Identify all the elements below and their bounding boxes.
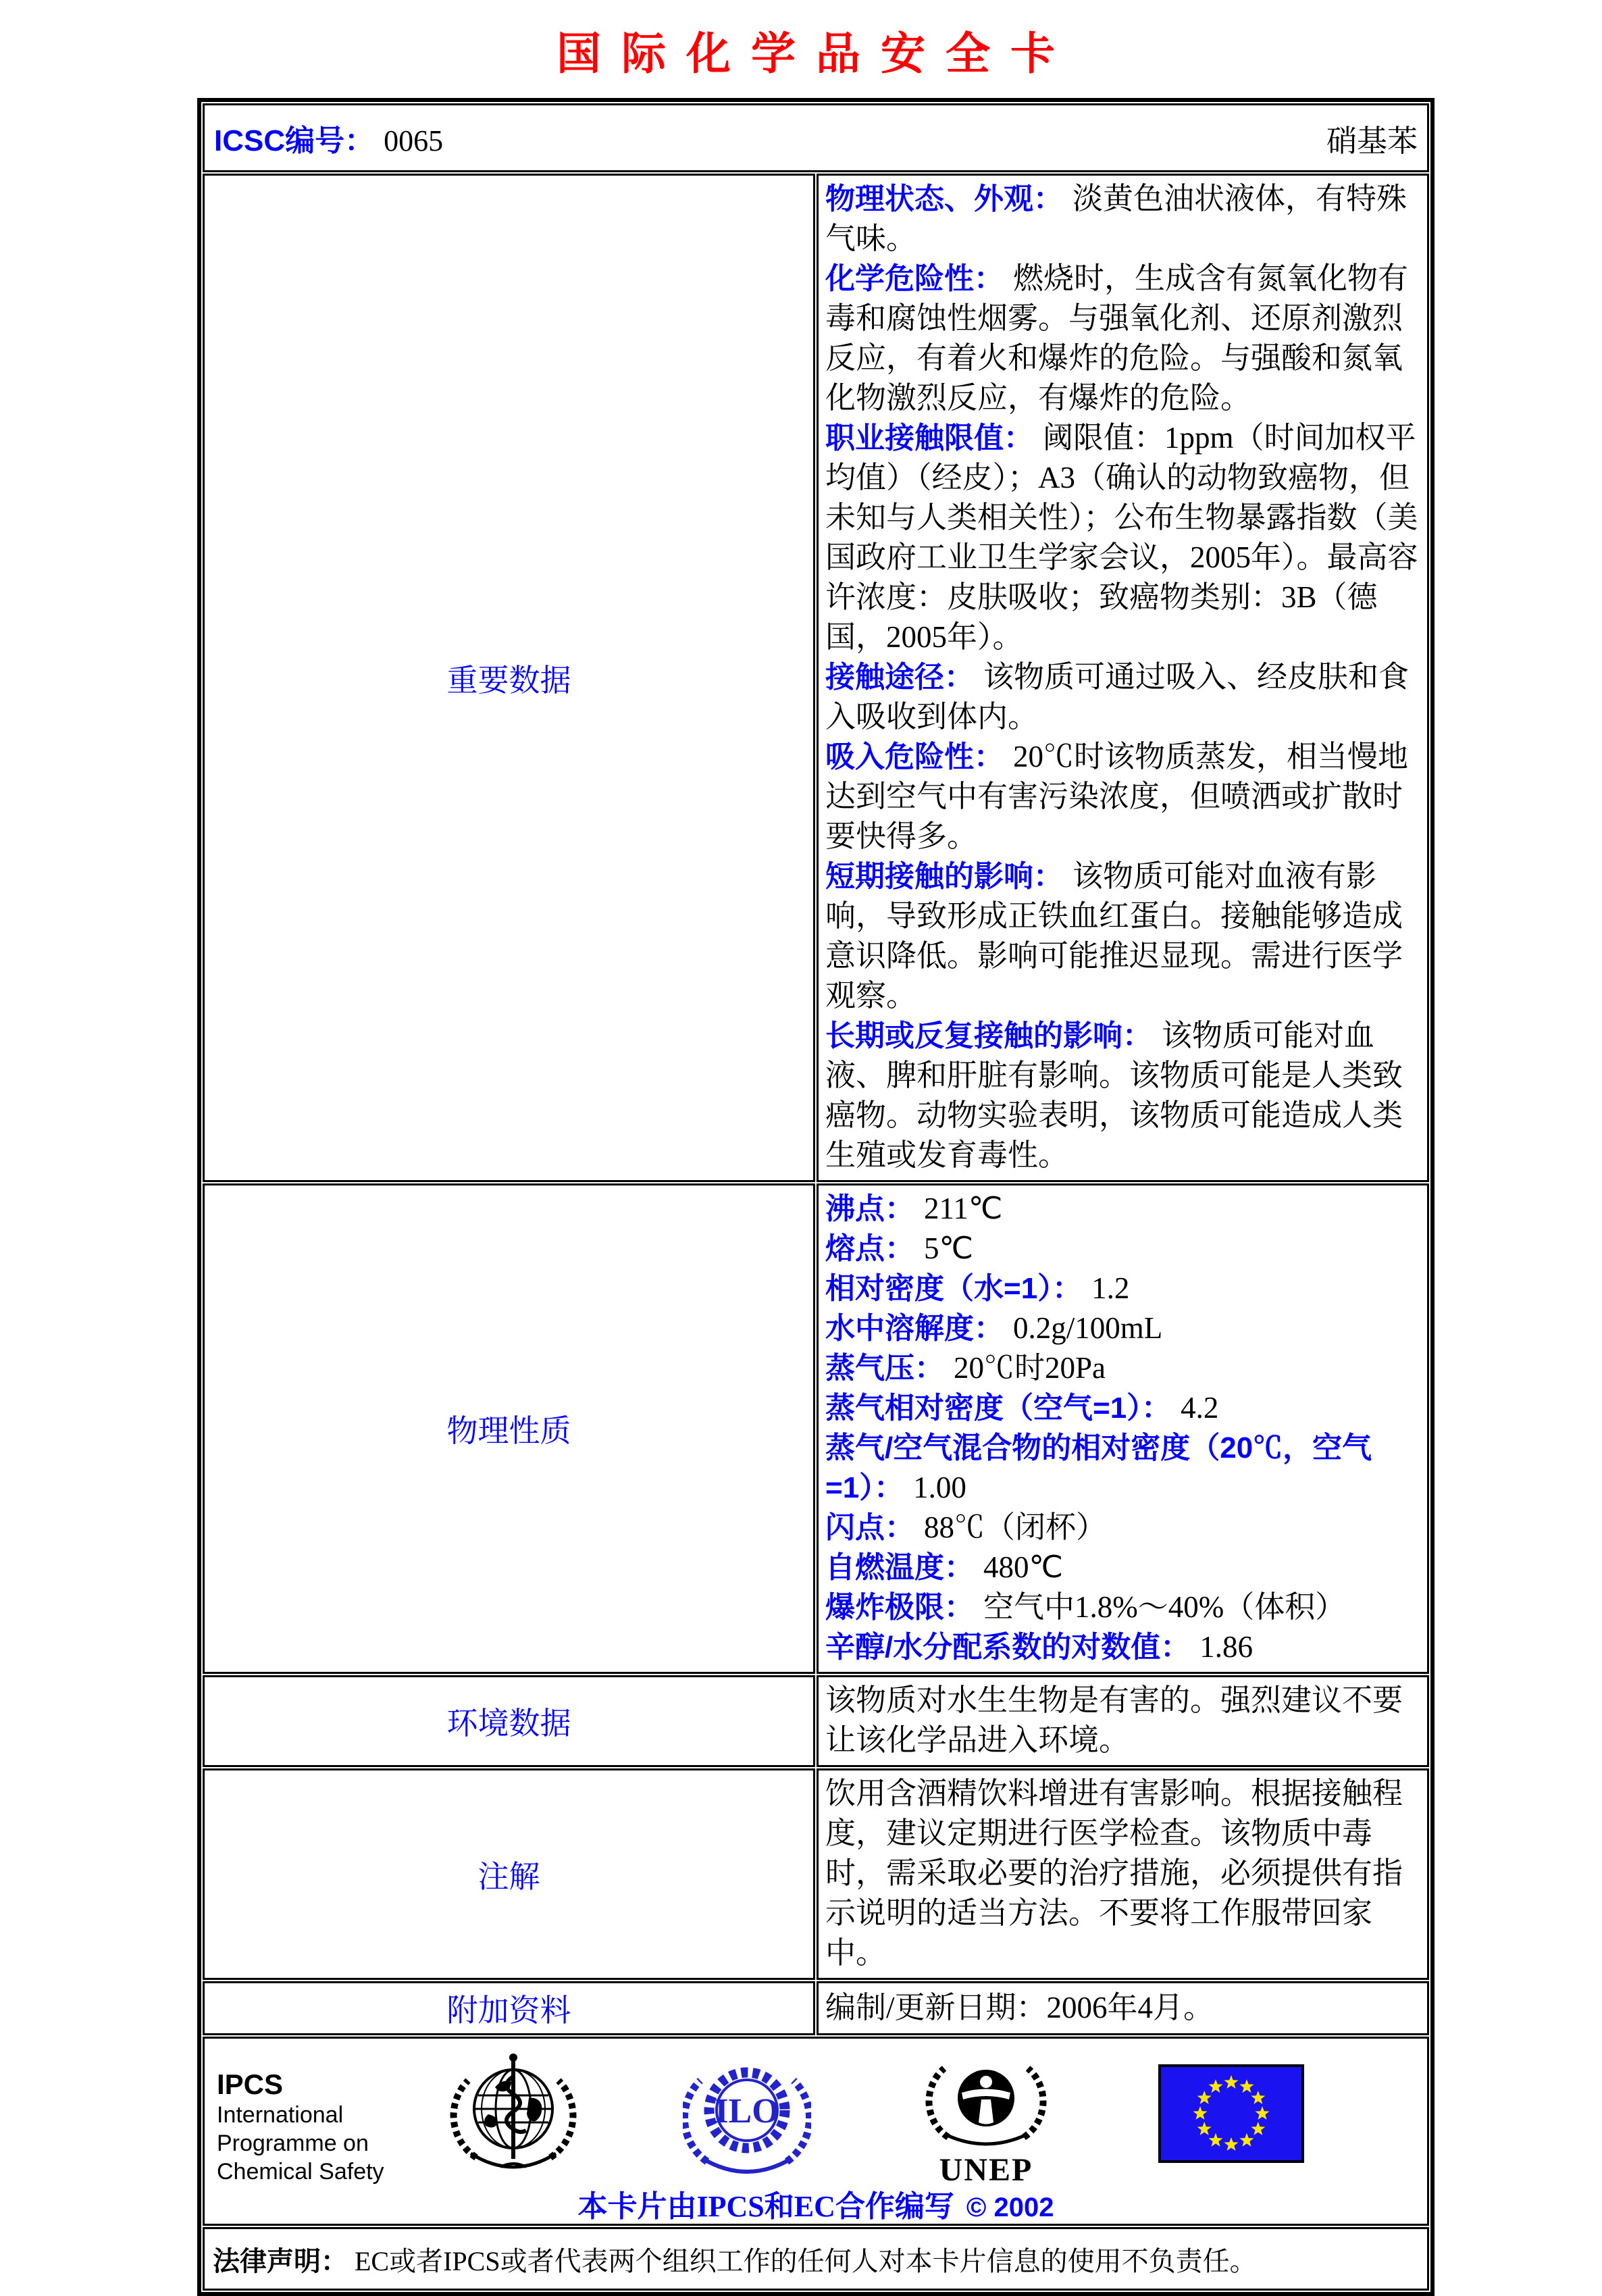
legal-text: EC或者IPCS或者代表两个组织工作的任何人对本卡片信息的使用不负责任。 bbox=[355, 2245, 1257, 2276]
icsc-number-group bbox=[214, 116, 443, 159]
header-row bbox=[203, 103, 1429, 172]
data-item bbox=[825, 657, 1419, 737]
property-item bbox=[825, 1308, 1419, 1348]
item-text: 4.2 bbox=[1181, 1391, 1219, 1425]
important-data-content bbox=[817, 174, 1429, 1182]
eu-flag-icon bbox=[1158, 2064, 1304, 2163]
item-text: 淡黄色油状液体，有特殊气味。 bbox=[825, 182, 1407, 255]
item-label: 蒸气压： bbox=[825, 1352, 944, 1385]
property-item bbox=[825, 1627, 1419, 1667]
header-cell bbox=[203, 103, 1429, 172]
ipcs-subtitle-line: Chemical Safety bbox=[217, 2159, 384, 2185]
section-label-notes: 注解 bbox=[203, 1768, 815, 1980]
item-label: 吸入危险性： bbox=[825, 740, 1004, 773]
item-label: 蒸气相对密度（空气=1）： bbox=[825, 1392, 1172, 1425]
data-item bbox=[825, 737, 1419, 857]
data-item bbox=[825, 179, 1419, 259]
data-item bbox=[825, 857, 1419, 1016]
unep-label: UNEP bbox=[939, 2152, 1033, 2188]
additional-info-row bbox=[203, 1981, 1429, 2035]
item-text: 480℃ bbox=[983, 1550, 1064, 1584]
additional-info-content bbox=[817, 1981, 1429, 2035]
property-item bbox=[825, 1229, 1419, 1269]
item-label: 长期或反复接触的影响： bbox=[825, 1019, 1152, 1052]
data-item bbox=[825, 418, 1419, 657]
item-label: 蒸气/空气混合物的相对密度（20℃，空气=1）： bbox=[825, 1431, 1372, 1504]
data-item bbox=[825, 259, 1419, 418]
unep-logo-icon bbox=[925, 2049, 1047, 2152]
legal-label: 法律声明： bbox=[213, 2246, 348, 2276]
environmental-data-row bbox=[203, 1675, 1429, 1767]
section-label-physical-properties: 物理性质 bbox=[203, 1183, 815, 1674]
unep-logo-block bbox=[915, 2049, 1057, 2189]
item-text: 燃烧时，生成含有氮氧化物有毒和腐蚀性烟雾。与强氧化剂、还原剂激烈反应，有着火和爆炸的危险。与强酸和氮氧化物激烈反应，有爆炸的危险。 bbox=[825, 261, 1409, 415]
item-label: 相对密度（水=1）： bbox=[825, 1272, 1083, 1305]
icsc-card-table bbox=[197, 98, 1435, 2296]
logos-row bbox=[203, 2037, 1429, 2226]
item-label: 熔点： bbox=[825, 1232, 914, 1265]
item-text: 1.2 bbox=[1091, 1271, 1130, 1305]
section-text: 该物质对水生生物是有害的。强烈建议不要让该化学品进入环境。 bbox=[825, 1683, 1403, 1757]
property-item bbox=[825, 1548, 1419, 1587]
item-text: 该物质可通过吸入、经皮肤和食入吸收到体内。 bbox=[825, 660, 1410, 734]
who-logo-icon bbox=[449, 2047, 577, 2180]
property-item bbox=[825, 1587, 1419, 1627]
item-text: 211℃ bbox=[924, 1192, 1003, 1225]
notes-row bbox=[203, 1768, 1429, 1980]
ilo-logo-icon bbox=[683, 2048, 811, 2182]
property-item bbox=[825, 1189, 1419, 1229]
section-label-environmental-data: 环境数据 bbox=[203, 1675, 815, 1767]
legal-row bbox=[203, 2227, 1429, 2291]
item-text: 1.00 bbox=[913, 1471, 966, 1504]
item-text: 该物质可能对血液、脾和肝脏有影响。该物质可能是人类致癌物。动物实验表明，该物质可能造成人类生殖或发育毒性。 bbox=[825, 1019, 1403, 1172]
copyright-text: © 2002 bbox=[966, 2193, 1054, 2222]
item-label: 化学危险性： bbox=[825, 262, 1004, 295]
section-text: 饮用含酒精饮料增进有害影响。根据接触程度，建议定期进行医学检查。该物质中毒时，需采取必要的治疗措施，必须提供有指示说明的适当方法。不要将工作服带回家中。 bbox=[825, 1777, 1403, 1970]
ipcs-subtitle-line: Programme on bbox=[217, 2131, 369, 2156]
item-label: 沸点： bbox=[825, 1192, 914, 1225]
credit-text: 本卡片由IPCS和EC合作编写 bbox=[577, 2190, 954, 2223]
item-label: 闪点： bbox=[825, 1511, 914, 1544]
section-label-additional-info: 附加资料 bbox=[203, 1981, 815, 2035]
property-item bbox=[825, 1428, 1419, 1508]
logos-cell bbox=[203, 2037, 1429, 2226]
item-label: 职业接触限值： bbox=[825, 422, 1033, 455]
physical-properties-row bbox=[203, 1183, 1429, 1674]
property-item bbox=[825, 1388, 1419, 1428]
item-text: 5℃ bbox=[924, 1231, 974, 1265]
page-title: 国际化学品安全卡 bbox=[557, 30, 1075, 79]
item-text: 该物质可能对血液有影响，导致形成正铁血红蛋白。接触能够造成意识降低。影响可能推迟显现。需进行医学观察。 bbox=[825, 859, 1403, 1013]
ipcs-text-block bbox=[217, 2068, 384, 2186]
legal-cell bbox=[203, 2227, 1429, 2291]
icsc-number-label: ICSC编号： bbox=[214, 124, 375, 157]
physical-properties-content bbox=[817, 1183, 1429, 1674]
item-label: 物理状态、外观： bbox=[825, 182, 1063, 215]
ilo-letters: ILO bbox=[715, 2092, 779, 2131]
item-label: 辛醇/水分配系数的对数值： bbox=[825, 1631, 1191, 1664]
item-label: 接触途径： bbox=[825, 661, 974, 694]
property-item bbox=[825, 1269, 1419, 1308]
section-label-important-data: 重要数据 bbox=[203, 174, 815, 1182]
ipcs-subtitle-line: International bbox=[217, 2102, 344, 2128]
property-item bbox=[825, 1508, 1419, 1548]
icsc-number-value: 0065 bbox=[384, 124, 444, 157]
item-text: 阈限值：1ppm（时间加权平均值）（经皮）；A3（确认的动物致癌物，但未知与人类相关性）；公布生物暴露指数（美国政府工业卫生学家会议，2005年）。最高容许浓度：皮肤吸收；致癌物类别：3B（德国，2005年）。 bbox=[825, 421, 1418, 654]
data-item bbox=[825, 1016, 1419, 1175]
property-item bbox=[825, 1348, 1419, 1388]
item-label: 水中溶解度： bbox=[825, 1312, 1004, 1345]
item-label: 自燃温度： bbox=[825, 1551, 974, 1584]
item-text: 0.2g/100mL bbox=[1013, 1311, 1163, 1345]
item-text: 20℃时20Pa bbox=[954, 1351, 1106, 1385]
environmental-data-content bbox=[817, 1675, 1429, 1767]
credit-line bbox=[205, 2182, 1427, 2225]
item-label: 短期接触的影响： bbox=[825, 860, 1063, 893]
item-text: 空气中1.8%～40%（体积） bbox=[983, 1590, 1346, 1624]
item-label: 爆炸极限： bbox=[825, 1591, 974, 1624]
item-text: 88℃（闭杯） bbox=[924, 1510, 1107, 1544]
chemical-name: 硝基苯 bbox=[1326, 124, 1418, 158]
important-data-row bbox=[203, 174, 1429, 1182]
notes-content bbox=[817, 1768, 1429, 1980]
ipcs-heading: IPCS bbox=[217, 2068, 284, 2100]
item-text: 20℃时该物质蒸发，相当慢地达到空气中有害污染浓度，但喷洒或扩散时要快得多。 bbox=[825, 740, 1409, 853]
card-container bbox=[197, 0, 1435, 2296]
item-text: 1.86 bbox=[1199, 1630, 1253, 1664]
section-text: 编制/更新日期：2006年4月。 bbox=[825, 1990, 1214, 2024]
